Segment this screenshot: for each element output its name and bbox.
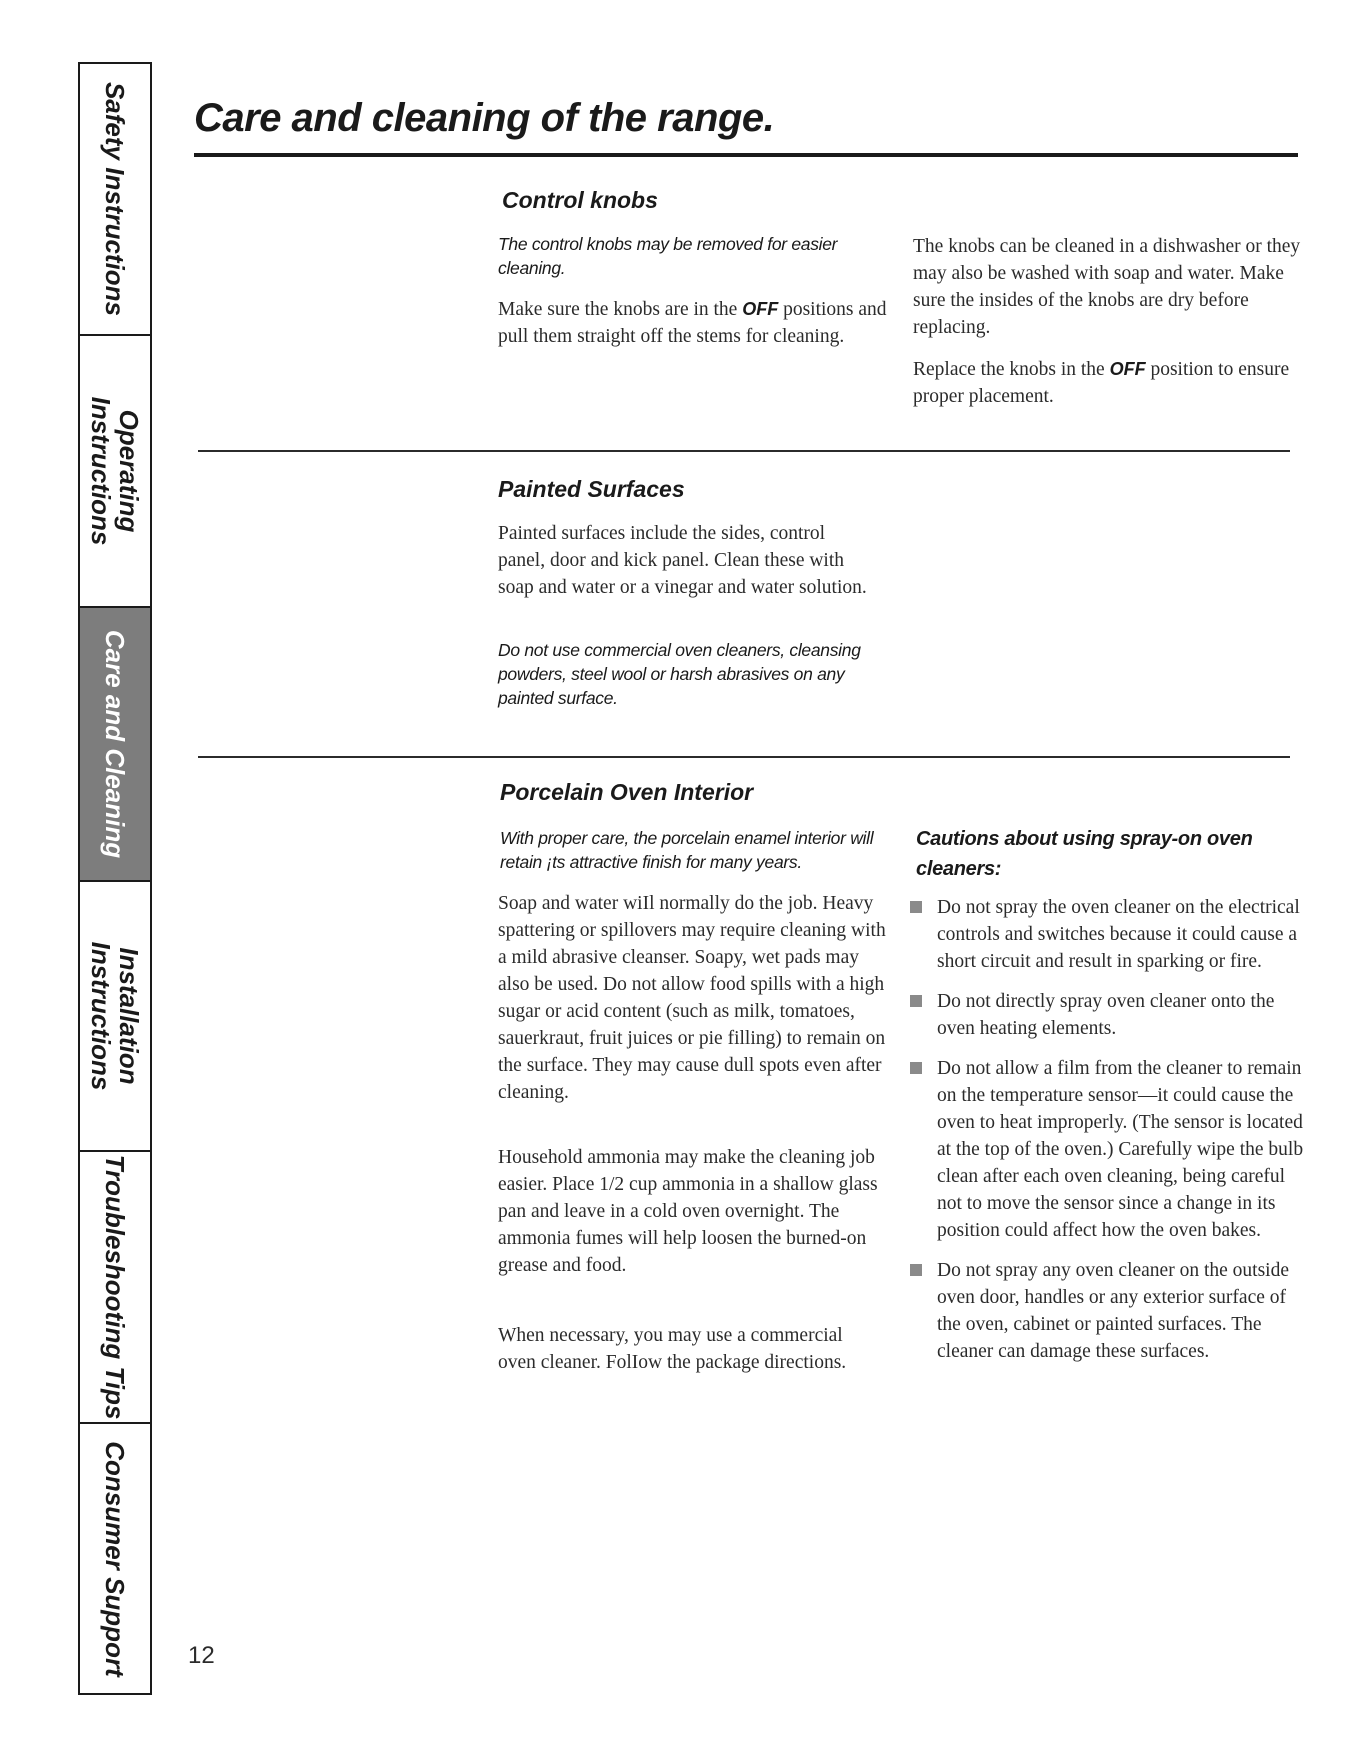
caution-item: Do not spray any oven cleaner on the outside oven door, handles or any exterior surface of the oven, cabinet or painted surfaces. The cleaner can damage these surfaces. bbox=[910, 1257, 1305, 1365]
caution-item: Do not allow a film from the cleaner to remain on the temperature sensor—it could cause the oven to heat improperly. (The sensor is located at the top of the oven.) Carefully wipe the bulb clean after each oven cleaning, being careful not to move the sensor since a change in its position could affect how the oven bakes. bbox=[910, 1055, 1305, 1244]
tab-label: Safety Instructions bbox=[100, 81, 130, 317]
page-title: Care and cleaning of the range. bbox=[194, 96, 775, 140]
off-label: OFF bbox=[1109, 359, 1146, 379]
caution-item: Do not directly spray oven cleaner onto the oven heating elements. bbox=[910, 988, 1305, 1042]
tab-label: Troubleshooting Tips bbox=[100, 1154, 130, 1420]
control-knobs-paragraph-2: The knobs can be cleaned in a dishwasher or they may also be washed with soap and water. Make sure the insides of the knobs are dry before replacing. bbox=[913, 236, 1301, 338]
porcelain-interior-intro: With proper care, the porcelain enamel interior will retain ¡ts attractive finish for many years. bbox=[500, 828, 874, 872]
page-number: 12 bbox=[188, 1642, 215, 1669]
section-divider bbox=[198, 756, 1290, 758]
control-knobs-heading: Control knobs bbox=[502, 187, 658, 213]
control-knobs-paragraph-1: Make sure the knobs are in the OFF positions and pull them straight off the stems for cleaning. bbox=[498, 299, 887, 347]
title-divider bbox=[194, 153, 1298, 157]
porcelain-interior-paragraph-3: When necessary, you may use a commercial oven cleaner. FolIow the package directions. bbox=[498, 1325, 847, 1373]
caution-item: Do not spray the oven cleaner on the electrical controls and switches because it could cause a short circuit and result in sparking or fire. bbox=[910, 894, 1305, 975]
painted-surfaces-warning: Do not use commercial oven cleaners, cleansing powders, steel wool or harsh abrasives on any painted surface. bbox=[498, 640, 861, 708]
off-label: OFF bbox=[742, 299, 779, 319]
porcelain-interior-heading: Porcelain Oven Interior bbox=[500, 779, 754, 805]
bullet-square-icon bbox=[910, 901, 922, 913]
tab-troubleshooting-tips[interactable] bbox=[80, 1152, 150, 1424]
tab-label: Operating Instructions bbox=[86, 396, 144, 546]
tab-label: Installation Instructions bbox=[86, 941, 144, 1091]
bullet-square-icon bbox=[910, 995, 922, 1007]
tab-operating-instructions[interactable] bbox=[80, 336, 150, 608]
bullet-square-icon bbox=[910, 1062, 922, 1074]
side-tab-bar bbox=[78, 62, 152, 1695]
porcelain-interior-paragraph-2: Household ammonia may make the cleaning job easier. Place 1/2 cup ammonia in a shallow glass pan and leave in a cold oven overnight. The ammonia fumes will help loosen the burned-on grease and food. bbox=[498, 1147, 878, 1276]
painted-surfaces-heading: Painted Surfaces bbox=[498, 476, 685, 502]
tab-consumer-support[interactable] bbox=[80, 1424, 150, 1693]
cautions-list bbox=[910, 894, 1305, 1378]
cautions-heading: Cautions about using spray-on oven cleaners: bbox=[916, 828, 1253, 880]
control-knobs-intro: The control knobs may be removed for easier cleaning. bbox=[498, 234, 838, 278]
bullet-square-icon bbox=[910, 1264, 922, 1276]
section-divider bbox=[198, 450, 1290, 452]
control-knobs-paragraph-3: Replace the knobs in the OFF position to ensure proper placement. bbox=[913, 359, 1290, 407]
tab-safety-instructions[interactable] bbox=[80, 64, 150, 336]
painted-surfaces-paragraph: Painted surfaces include the sides, control panel, door and kick panel. Clean these with soap and water or a vinegar and water solution. bbox=[498, 523, 867, 598]
tab-label: Consumer Support bbox=[100, 1440, 130, 1677]
tab-installation-instructions[interactable] bbox=[80, 882, 150, 1152]
porcelain-interior-paragraph-1: Soap and water wiIl normally do the job. Heavy spattering or spillovers may require cleaning with a mild abrasive cleanser. Soapy, wet pads may also be used. Do not allow food spills with a high sugar or acid content (such as milk, tomatoes, sauerkraut, fruit juices or pie filling) to remain on the surface. They may cause dull spots even after cleaning. bbox=[498, 893, 886, 1103]
tab-label: Care and Cleaning bbox=[100, 629, 130, 859]
tab-care-and-cleaning[interactable] bbox=[80, 608, 150, 882]
